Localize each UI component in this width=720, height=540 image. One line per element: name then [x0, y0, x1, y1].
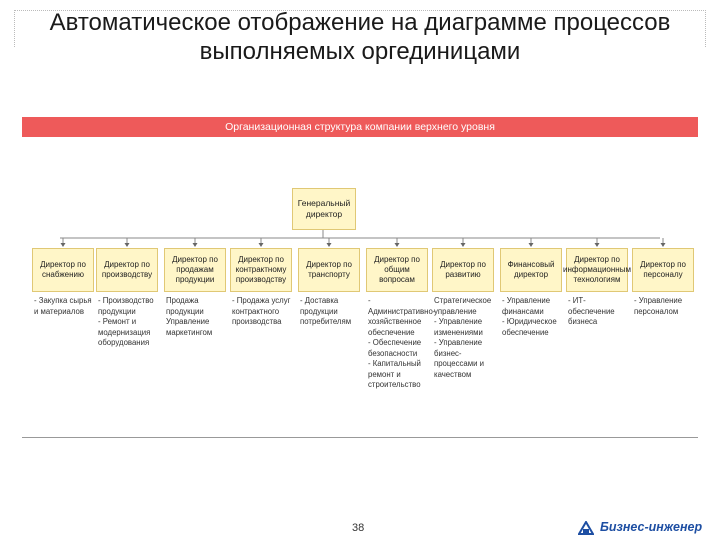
- unit-process-list: [502, 296, 566, 338]
- process-item: - Ремонт и модернизация оборудования: [98, 317, 151, 347]
- unit-box: Директор по развитию: [432, 248, 494, 292]
- drop-lines: [61, 238, 666, 247]
- title-line-1: Автоматическое отображение на диаграмме процессов: [49, 9, 671, 36]
- unit-box: Директор по информационным технологиям: [566, 248, 628, 292]
- process-item: Управление маркетингом: [166, 317, 213, 337]
- drop-arrow: [529, 243, 534, 247]
- unit-process-list: [98, 296, 162, 349]
- page-number: 38: [352, 522, 365, 534]
- process-item: - Управление персоналом: [634, 296, 683, 316]
- drop-arrow: [125, 243, 130, 247]
- unit-box: Директор по производству: [96, 248, 158, 292]
- logo-text: Бизнес-инженер: [600, 520, 703, 534]
- unit-process-list: [634, 296, 698, 317]
- unit-process-list: [434, 296, 498, 380]
- process-item: - Капитальный ремонт и строительство: [368, 359, 421, 389]
- root-node-general-director: Генеральный директор: [292, 188, 356, 230]
- process-item: - Доставка продукции потребителям: [300, 296, 352, 326]
- process-item: - Юридическое обеспечение: [502, 317, 557, 337]
- process-item: - Управление финансами: [502, 296, 551, 316]
- drop-arrow: [193, 243, 198, 247]
- drop-arrow: [395, 243, 400, 247]
- unit-process-list: [166, 296, 230, 338]
- process-item: - Обеспечение безопасности: [368, 338, 422, 358]
- logo-icon: [578, 521, 594, 535]
- process-item: - Управление бизнес-процессами и качеством: [434, 338, 484, 379]
- unit-process-list: [34, 296, 98, 317]
- company-logo: [578, 520, 702, 535]
- process-item: - Административно-хозяйственное обеспечение: [368, 296, 436, 337]
- unit-box: Директор по контрактному производству: [230, 248, 292, 292]
- org-structure-banner: Организационная структура компании верхнего уровня: [22, 117, 698, 137]
- unit-box: Директор по общим вопросам: [366, 248, 428, 292]
- unit-box: Директор по продажам продукции: [164, 248, 226, 292]
- unit-process-list: [232, 296, 296, 328]
- process-item: - Продажа услуг контрактного производства: [232, 296, 291, 326]
- process-item: - Управление изменениями: [434, 317, 483, 337]
- title-line-2: выполняемых оргединицами: [199, 38, 521, 65]
- unit-box: Директор по снабжению: [32, 248, 94, 292]
- unit-process-list: [368, 296, 436, 391]
- drop-arrow: [327, 243, 332, 247]
- drop-arrow: [461, 243, 466, 247]
- unit-box: Финансовый директор: [500, 248, 562, 292]
- process-item: - Закупка сырья и материалов: [34, 296, 92, 316]
- process-item: - Производство продукции: [98, 296, 154, 316]
- drop-arrow: [61, 243, 66, 247]
- unit-box: Директор по персоналу: [632, 248, 694, 292]
- process-item: - ИТ-обеспечение бизнеса: [568, 296, 615, 326]
- drop-arrow: [661, 243, 666, 247]
- drop-arrow: [259, 243, 264, 247]
- bottom-rule: [22, 437, 698, 438]
- unit-box: Директор по транспорту: [298, 248, 360, 292]
- drop-arrow: [595, 243, 600, 247]
- unit-process-list: [300, 296, 364, 328]
- process-item: Стратегическое управление: [434, 296, 492, 316]
- process-item: Продажа продукции: [166, 296, 204, 316]
- unit-process-list: [568, 296, 632, 328]
